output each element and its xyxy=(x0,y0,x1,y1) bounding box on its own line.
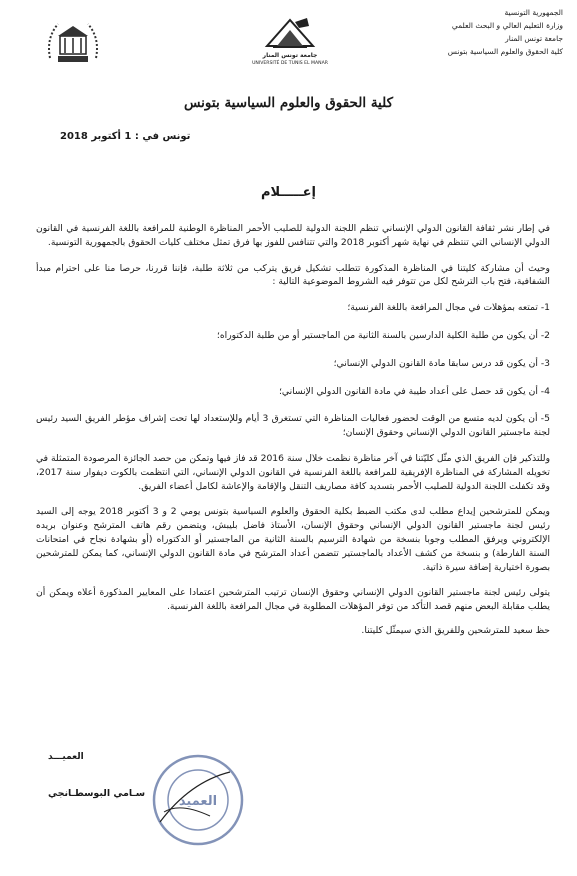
header-line-faculty: كلية الحقوق والعلوم السياسية بتونس xyxy=(447,47,563,56)
official-stamp-icon xyxy=(150,752,246,848)
condition-1: 1- تمتعه بمؤهلات في مجال المرافعة باللغة الفرنسية؛ xyxy=(347,302,550,314)
stamp-label: العميد xyxy=(178,794,218,809)
paragraph-participation: وحيث أن مشاركة كليتنا في المناظرة المذكورة تتطلب تشكيل فريق يتركب من ثلاثة طلبة، فإننا قررنا، حرصا منا على احترام مبدأ الشفافية، فتح باب الترشح لكل من تتوفر فيه الشروط الموضوعية التالية : xyxy=(36,262,550,288)
university-emblem-icon xyxy=(263,16,317,48)
condition-4: 4- أن يكون قد حصل على أعداد طيبة في مادة القانون الدولي الإنساني؛ xyxy=(278,385,550,397)
faculty-seal-icon xyxy=(44,14,102,72)
signature-title: العميـــد xyxy=(48,752,84,762)
university-logo-caption-fr: UNIVERSITÉ DE TUNIS EL MANAR xyxy=(252,61,328,66)
document-date: تونس في : 1 أكتوبر 2018 xyxy=(60,131,191,142)
paragraph-closing: حظ سعيد للمترشحين وللفريق الذي سيمثّل كليتنا. xyxy=(361,624,550,636)
condition-2: 2- أن يكون من طلبة الكلية الدارسين بالسنة الثانية من الماجستير أو من طلبة الدكتوراه؛ xyxy=(216,329,550,341)
signature-block xyxy=(40,752,260,862)
paragraph-application: ويمكن للمترشحين إيداع مطلب لدى مكتب الضبط بكلية الحقوق والعلوم السياسية بتونس يومي 2 و 3 أكتوبر 2018 يوجه إلى السيد رئيس لجنة ماجستير القانون الدولي الإنساني وحقوق الإنسان، الأستاذ فاضل بليبش، ويتضمن رقم هاتف المترشح وعنوان بريده الإلكتروني ويرفق المطلب وجوبا بنسخة من شهادة الترسيم بالسنة الثانية من الماجستير أو الدكتوراه (أو بشهادة نجاح في امتحانات السنة الفارطة) و بنسخة من كشف الأعداد بالماجستير تتضمن أعداد المترشح في مادة القانون الدولي الإنساني، كما يمكن للمترشحين بصورة اختيارية إضافة سيرة ذاتية. xyxy=(36,506,550,573)
condition-5: 5- أن يكون لديه متسع من الوقت لحضور فعاليات المناظرة التي تستغرق 3 أيام وللإستعداد لها تحت إشراف مؤطر الفريق السيد رئيس لجنة ماجستير القانون الدولي الإنساني وحقوق الإنسان؛ xyxy=(36,413,550,439)
announcement-body xyxy=(36,222,550,650)
faculty-emblem xyxy=(44,14,102,72)
university-logo xyxy=(250,16,330,68)
faculty-title: كلية الحقوق والعلوم السياسية بتونس xyxy=(183,95,394,111)
paragraph-reminder: وللتذكير فإن الفريق الذي مثّل كليّتنا في آخر مناظرة نظمت خلال سنة 2016 قد فاز فيها وتمكن من حصد الجائزة المرصودة المتمثلة في تخويله المشاركة في المناظرة الإفريقية للمرافعة باللغة الفرنسية في القانون الدولي الإنساني، التي انتظمت بالكوت ديفوار سنة 2017، وقد تكفلت اللجنة الدولية للصليب الأحمر بتسديد كافة مصاريف التنقل والإقامة والإعاشة لكامل أعضاء الفريق. xyxy=(36,452,551,492)
paragraph-intro: في إطار نشر ثقافة القانون الدولي الإنساني تنظم اللجنة الدولية للصليب الأحمر المناظرة الوطنية للمرافعة باللغة الفرنسية في القانون الدولي الإنساني التي تنتظم في نهاية شهر أكتوبر 2018 والتي تتنافس للفوز بها فرق تمثل مختلف كليات الحقوق بالجمهورية التونسية. xyxy=(36,223,550,248)
header-line-ministry: وزارة التعليم العالي و البحث العلمي xyxy=(451,21,563,30)
university-logo-caption-ar: جامعة تونس المنار xyxy=(262,52,318,59)
announcement-heading: إعـــــلام xyxy=(261,185,316,200)
signatory-name: سـامي البوسطـانجي xyxy=(48,788,146,799)
paragraph-selection: يتولى رئيس لجنة ماجستير القانون الدولي الإنساني وحقوق الإنسان ترتيب المترشحين اعتمادا على المعايير المذكورة أعلاه ويمكن أن يطلب مقابلة البعض منهم قصد التأكد من توفر المؤهلات المطلوبة في مجال المرافعة باللغة الفرنسية. xyxy=(36,587,550,613)
header-line-university: جامعة تونس المنار xyxy=(505,34,563,43)
institution-header xyxy=(413,6,563,58)
header-line-republic: الجمهورية التونسية xyxy=(504,8,563,17)
condition-3: 3- أن يكون قد درس سابقا مادة القانون الدولي الإنساني؛ xyxy=(333,357,550,369)
